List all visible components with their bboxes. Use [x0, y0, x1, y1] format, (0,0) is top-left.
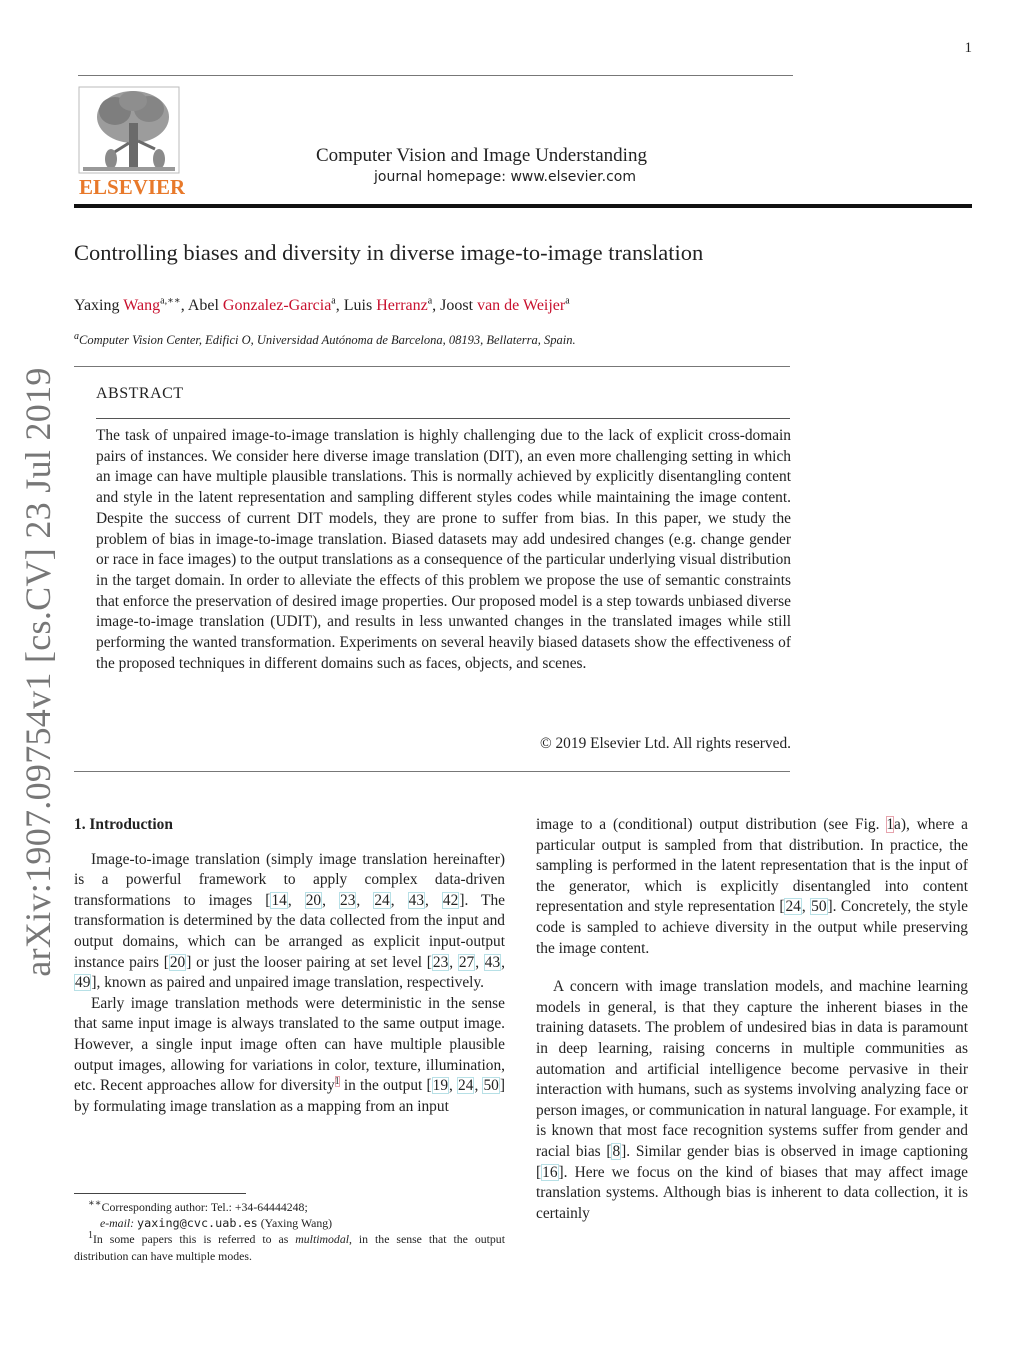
citation-link[interactable]: 24 — [374, 891, 390, 909]
text-run: ] by formulating image translation as a mapping from an input — [74, 1077, 505, 1115]
text-run: ]. Here we focus on the kind of biases that may affect image translation systems. Although bias is inherent to data collection, it is certainly — [536, 1163, 968, 1222]
text-run: , — [801, 898, 811, 916]
citation-link[interactable]: 24 — [458, 1077, 474, 1095]
section-number: 1. — [74, 816, 86, 833]
citation-link[interactable]: 49 — [75, 974, 91, 992]
abstract-end-rule — [74, 771, 790, 772]
text-run: , — [425, 891, 442, 909]
footnote-email — [74, 1215, 505, 1231]
header-thick-rule — [74, 204, 972, 208]
copyright-notice: © 2019 Elsevier Ltd. All rights reserved. — [539, 735, 791, 752]
intro-paragraph-2 — [74, 994, 505, 1118]
citation-link[interactable]: 20 — [169, 953, 186, 971]
journal-homepage[interactable]: journal homepage: www.elsevier.com — [374, 169, 636, 185]
text-run: , — [449, 953, 458, 971]
citation-link[interactable]: 8 — [612, 1142, 621, 1160]
footnote-link[interactable]: 1 — [334, 1076, 340, 1087]
citation-link[interactable]: 50 — [811, 898, 827, 916]
citation-link[interactable]: 24 — [785, 898, 801, 916]
page-number: 1 — [964, 40, 972, 56]
journal-title: Computer Vision and Image Understanding — [316, 145, 647, 166]
author-given-name: Luis — [343, 297, 377, 314]
citation-link[interactable]: 14 — [271, 891, 287, 909]
footnote-emphasis: multimodal — [295, 1232, 350, 1247]
elsevier-wordmark: ELSEVIER — [79, 175, 185, 198]
author-given-name: Joost — [440, 297, 478, 314]
text-run: ], known as paired and unpaired image translation, respectively. — [91, 974, 485, 992]
citation-link[interactable]: 43 — [484, 953, 501, 971]
text-run: ]. Similar gender bias is observed in image captioning [ — [536, 1142, 968, 1181]
text-run: a), where a particular output is sampled from that distribution. In practice, the sampling is performed in the latent representation that is the input of the generator, which is explicitly disentangled into content representation and style representation [ — [536, 816, 968, 916]
text-run: , — [475, 953, 484, 971]
arxiv-identifier-stamp: arXiv:1907.09754v1 [cs.CV] 23 Jul 2019 — [18, 367, 58, 977]
footnote-corresponding-author — [74, 1199, 505, 1215]
citation-link[interactable]: 16 — [542, 1163, 558, 1181]
author-superscript: a — [565, 295, 570, 307]
left-column — [74, 815, 505, 1117]
author-given-name: Yaxing — [74, 297, 124, 314]
text-run: Image-to-image translation (simply image translation hereinafter) is a powerful framework to apply complex data-driven transformations to images [ — [74, 850, 505, 909]
right-column — [536, 815, 968, 1224]
intro-paragraph-3 — [536, 815, 968, 959]
elsevier-logo — [75, 83, 185, 198]
footnote-mark: ∗∗ — [88, 1198, 102, 1210]
header-top-rule — [78, 75, 793, 76]
author-list: Yaxing Wang$^{a,∗∗}$, Abel Gonzalez-Garcia$^a$, Luis Herranz$^a$, Joost van de Weijer$^a$ — [74, 295, 570, 314]
text-run: ]. The transformation is determined by the data collected from the input and output domains, which can be arranged as explicit input-output instance pairs [ — [74, 891, 505, 971]
affiliation-superscript: a — [74, 330, 79, 342]
citation-link[interactable]: 20 — [305, 891, 322, 909]
text-run: , — [501, 953, 506, 971]
text-run: A concern with image translation models, and machine learning models in general, is that they capture the inherent biases in the training datasets. The problem of undesired bias in data is paramount in deep learning, raising concerns in multiple communities as automation and artificial intelligence become pervasive in their interaction with humans, such as systems involving analyzing face or person images, or communication in natural language. For example, it is known that most face recognition systems suffer from gender and racial bias [ — [536, 978, 968, 1160]
figure-link[interactable]: 1 — [886, 816, 895, 833]
text-run: ] or just the looser pairing at set level [ — [186, 953, 432, 971]
affiliation — [74, 330, 576, 348]
text-run: , — [322, 891, 340, 909]
footnote-1 — [74, 1231, 505, 1263]
text-run: in the output [ — [339, 1077, 432, 1095]
citation-link[interactable]: 23 — [340, 891, 356, 909]
section-title: Introduction — [89, 816, 173, 833]
abstract-heading-rule — [96, 418, 790, 419]
affiliation-text: Computer Vision Center, Edifici O, Universidad Autónoma de Barcelona, 08193, Bellaterra, Spain. — [79, 333, 576, 347]
author-link[interactable]: van de Weijer — [477, 297, 566, 314]
affiliation-rule — [74, 366, 790, 367]
citation-link[interactable]: 27 — [458, 953, 475, 971]
text-run: , — [356, 891, 374, 909]
author-superscript: a,∗∗ — [160, 295, 181, 307]
paper-title: Controlling biases and diversity in diverse image-to-image translation — [74, 240, 704, 265]
citation-link[interactable]: 50 — [483, 1077, 499, 1095]
elsevier-tree-icon — [75, 83, 185, 198]
text-run: Early image translation methods were deterministic in the sense that same input image is always translated to the same output image. However, a single input image often can have multiple plausible output images, allowing for variations in color, texture, illumination, etc. Recent approaches allow for diversity — [74, 994, 505, 1095]
email-address[interactable]: yaxing@cvc.uab.es — [137, 1216, 258, 1231]
citation-link[interactable]: 19 — [432, 1077, 449, 1095]
text-run: image to a (conditional) output distribution (see Fig. — [536, 816, 887, 833]
abstract-heading: ABSTRACT — [96, 385, 184, 402]
intro-paragraph-4 — [536, 977, 968, 1224]
author-link[interactable]: Herranz — [376, 297, 428, 314]
text-run: , — [390, 891, 408, 909]
section-heading — [74, 815, 505, 836]
author-given-name: Abel — [187, 297, 223, 314]
author-superscript: a — [427, 295, 433, 307]
footnotes — [74, 1199, 505, 1264]
text-run: ]. Concretely, the style code is sampled to achieve diversity in the output while preserving the image content. — [536, 898, 968, 957]
citation-link[interactable]: 23 — [432, 953, 449, 971]
author-superscript: a — [331, 295, 336, 307]
footnote-text: Corresponding author: Tel.: +34-64444248; — [101, 1200, 308, 1214]
citation-link[interactable]: 43 — [408, 891, 425, 909]
text-run: , — [287, 891, 305, 909]
intro-paragraph-1 — [74, 850, 505, 994]
footnote-text: , in the sense that the output distribution can have multiple modes. — [74, 1232, 505, 1263]
email-owner: (Yaxing Wang) — [260, 1216, 333, 1231]
footnote-mark: 1 — [88, 1230, 93, 1242]
footnote-text: In some papers this is referred to as — [93, 1232, 296, 1247]
citation-link[interactable]: 42 — [442, 891, 459, 909]
author-link[interactable]: Wang — [123, 297, 161, 314]
text-run: , — [474, 1077, 483, 1095]
footnote-rule — [74, 1193, 246, 1194]
author-link[interactable]: Gonzalez-Garcia — [222, 297, 332, 314]
abstract-text: The task of unpaired image-to-image translation is highly challenging due to the lack of explicit cross-domain pairs of instances. We consider here diverse image translation (DIT), an even more challenging setting in which an image can have multiple plausible translations. This is normally achieved by explicitly disentangling content and style in the latent representation and sampling different styles codes while maintaining the image content. Despite the success of current DIT models, they are prone to suffer from bias. In this paper, we study the problem of bias in image-to-image translation. Biased datasets may add undesired changes (e.g. change gender or race in face images) to the output translations as a consequence of the particular underlying visual distribution in the target domain. In order to alleviate the effects of this problem we propose the use of semantic constraints that enforce the preservation of desired image properties. Our proposed model is a step towards unbiased diverse image-to-image translation (UDIT), and results in less unwanted changes in the translated images while still performing the wanted transformation. Experiments on several heavily biased datasets show the effectiveness of the proposed techniques in different domains such as faces, objects, and scenes. — [96, 427, 791, 672]
email-label: e-mail: — [100, 1216, 135, 1231]
text-run: , — [449, 1077, 458, 1095]
